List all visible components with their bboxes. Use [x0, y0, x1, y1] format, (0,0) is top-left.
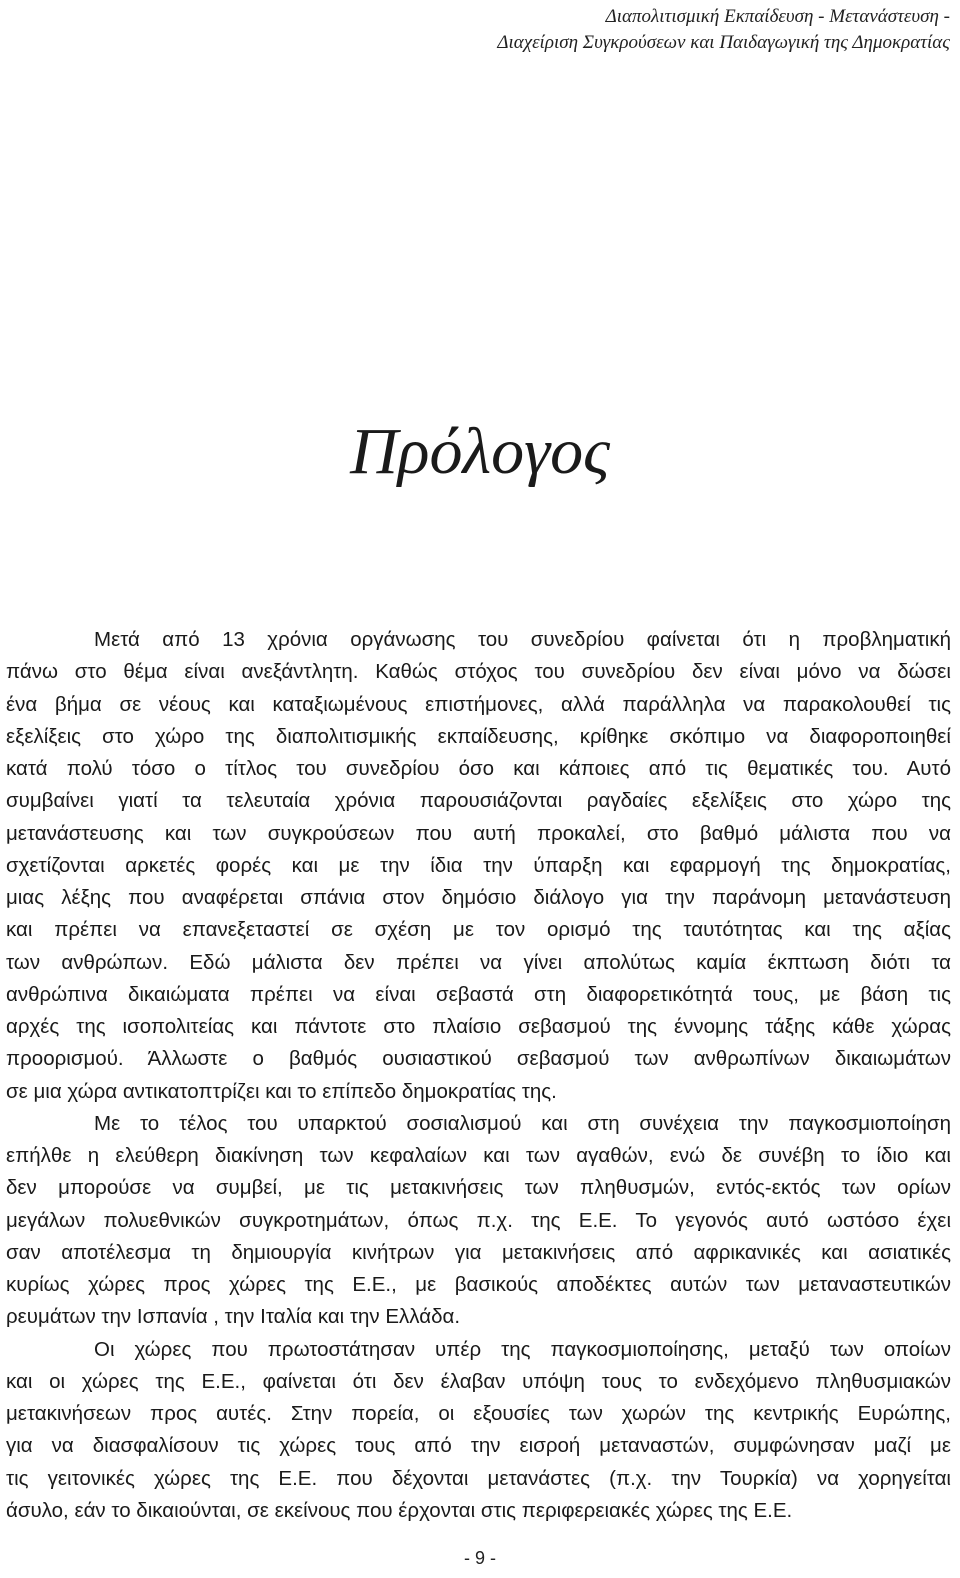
text-line: ανθρώπινα δικαιώματα πρέπει να είναι σεβαστά στη διαφορετικότητά τους, με βάση τις — [6, 982, 951, 1006]
text-line: για να διασφαλίσουν τις χώρες τους από την εισροή μεταναστών, συμφώνησαν μαζί με — [6, 1434, 951, 1458]
text-line: και πρέπει να επανεξεταστεί σε σχέση με τον ορισμό της ταυτότητας και της αξίας — [6, 918, 951, 942]
paragraph-1 — [6, 624, 951, 1108]
body-text — [6, 624, 951, 1527]
page-title: Πρόλογος — [350, 415, 610, 488]
text-line: εξελίξεις στο χώρο της διαπολιτισμικής εκπαίδευσης, κρίθηκε σκόπιμο να διαφοροποιηθεί — [6, 724, 951, 748]
text-line: μετανάστευσης και των συγκρούσεων που αυτή προκαλεί, στο βαθμό μάλιστα που να — [6, 821, 951, 845]
text-line: μεγάλων πολυεθνικών συγκροτημάτων, όπως π.χ. της Ε.Ε. Το γεγονός αυτό ωστόσο έχει — [6, 1208, 951, 1232]
text-line: σχετίζονται αρκετές φορές και με την ίδια την ύπαρξη και εφαρμογή της δημοκρατίας, — [6, 853, 951, 877]
text-line: ένα βήμα σε νέους και καταξιωμένους επιστήμονες, αλλά παράλληλα να παρακολουθεί τις — [6, 692, 951, 716]
text-line: μετακινήσεων προς αυτές. Στην πορεία, οι εξουσίες των χωρών της κεντρικής Ευρώπης, — [6, 1402, 951, 1425]
text-line: και οι χώρες της Ε.Ε., φαίνεται ότι δεν έλαβαν υπόψη τους το ενδεχόμενο πληθυσμιακών — [6, 1369, 951, 1393]
text-line: κατά πολύ τόσο ο τίτλος του συνεδρίου όσο και κάποιες από τις θεματικές του. Αυτό — [6, 757, 951, 780]
running-header-line-1: Διαπολιτισμική Εκπαίδευση - Μετανάστευση - — [605, 6, 950, 27]
paragraph-2 — [6, 1108, 951, 1334]
running-header — [50, 4, 950, 56]
text-line: δεν μπορούσε να συμβεί, με τις μετακινήσεις των πληθυσμών, εντός-εκτός των ορίων — [6, 1176, 951, 1200]
text-line: Μετά από 13 χρόνια οργάνωσης του συνεδρίου φαίνεται ότι η προβληματική — [94, 628, 951, 651]
running-header-line-2: Διαχείριση Συγκρούσεων και Παιδαγωγική της Δημοκρατίας — [497, 32, 950, 53]
text-line: προορισμού. Άλλωστε ο βαθμός ουσιαστικού σεβασμού των ανθρωπίνων δικαιωμάτων — [6, 1047, 951, 1071]
paragraph-3 — [6, 1334, 951, 1528]
text-line: άσυλο, εάν το δικαιούνται, σε εκείνους που έρχονται στις περιφερειακές χώρες της Ε.Ε. — [6, 1498, 793, 1522]
text-line: σαν αποτέλεσμα τη δημιουργία κινήτρων για μετακινήσεις από αφρικανικές και ασιατικές — [6, 1240, 951, 1264]
text-line: συμβαίνει γιατί τα τελευταία χρόνια παρουσιάζονται ραγδαίες εξελίξεις στο χώρο της — [6, 789, 951, 813]
text-line: πάνω στο θέμα είναι ανεξάντλητη. Καθώς στόχος του συνεδρίου δεν είναι μόνο να δώσει — [6, 660, 951, 684]
text-line: Με το τέλος του υπαρκτού σοσιαλισμού και στη συνέχεια την παγκοσμιοποίηση — [94, 1111, 951, 1135]
text-line: αρχές της ισοπολιτείας και πάντοτε στο πλαίσιο σεβασμού της έννομης τάξης κάθε χώρας — [6, 1015, 951, 1038]
text-line: των ανθρώπων. Εδώ μάλιστα δεν πρέπει να γίνει απολύτως καμία έκπτωση διότι τα — [6, 950, 951, 974]
text-line: σε μια χώρα αντικατοπτρίζει και το επίπεδο δημοκρατίας της. — [6, 1079, 557, 1103]
text-line: μιας λέξης που αναφέρεται σπάνια στον δημόσιο διάλογο για την παράνομη μετανάστευση — [6, 886, 951, 909]
text-line: Οι χώρες που πρωτοστάτησαν υπέρ της παγκοσμιοποίησης, μεταξύ των οποίων — [94, 1337, 951, 1361]
text-line: τις γειτονικές χώρες της Ε.Ε. που δέχονται μετανάστες (π.χ. την Τουρκία) να χορηγείται — [6, 1466, 951, 1490]
text-line: κυρίως χώρες προς χώρες της Ε.Ε., με βασικούς αποδέκτες αυτών των μεταναστευτικών — [6, 1273, 951, 1296]
text-line: επήλθε η ελεύθερη διακίνηση των κεφαλαίων και των αγαθών, ενώ δε συνέβη το ίδιο και — [6, 1144, 951, 1167]
text-line: ρευμάτων την Ισπανία , την Ιταλία και την Ελλάδα. — [6, 1305, 461, 1329]
page-number: - 9 - — [463, 1548, 496, 1568]
